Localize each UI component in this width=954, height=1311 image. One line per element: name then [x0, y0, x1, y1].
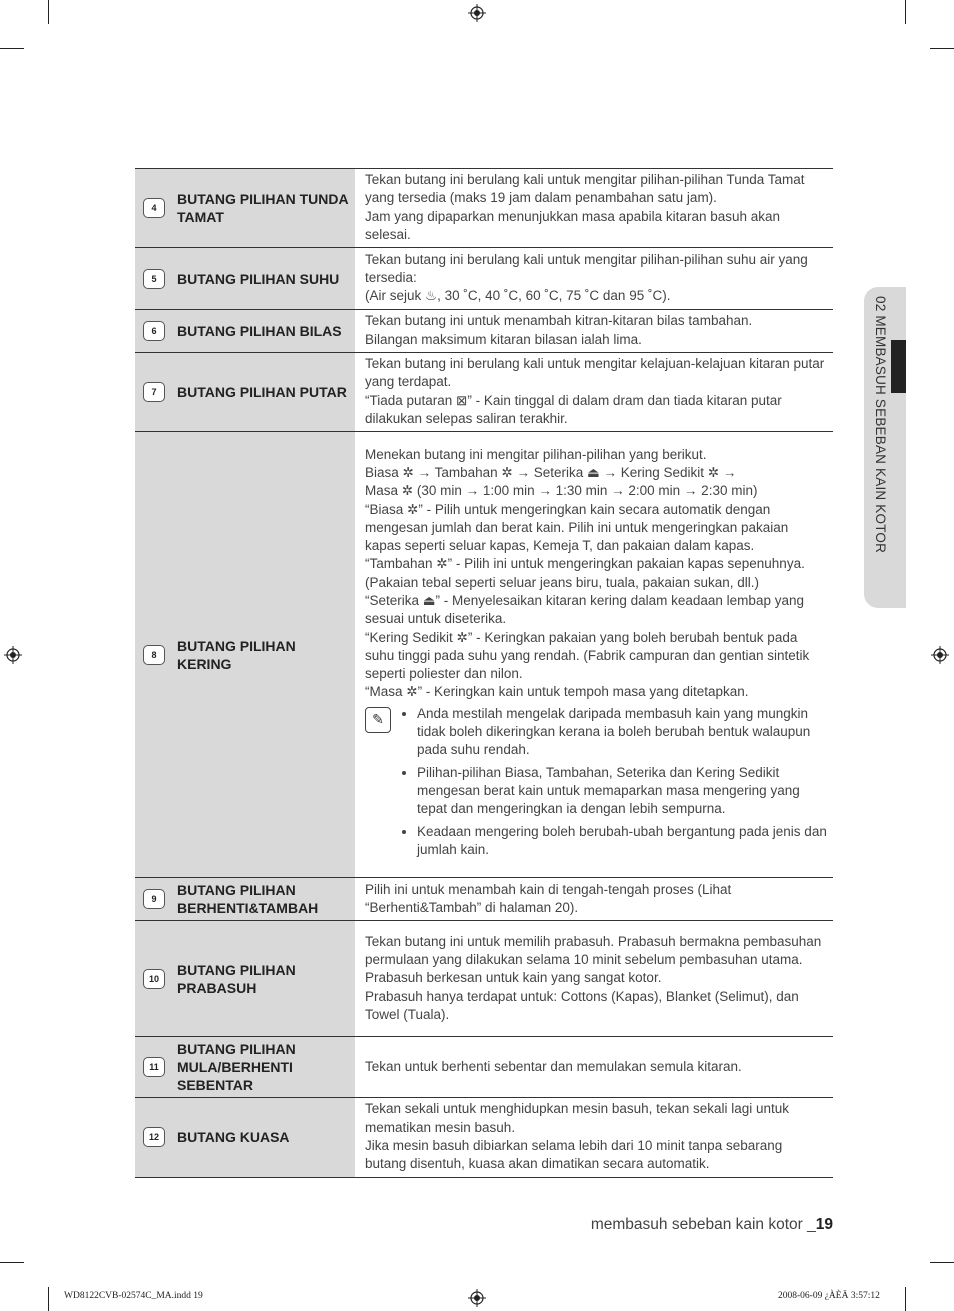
row-label: BUTANG PILIHAN PRABASUH [177, 961, 296, 996]
description-line: Jam yang dipaparkan menunjukkan masa apabila kitaran basuh akan selesai. [365, 208, 781, 242]
description-line: “Biasa ✲” - Pilih untuk mengeringkan kain secara automatik dengan mengesan jumlah dan berat kain. Pilih ini untuk mengeringkan pakaian kapas seperti seluar kapas, Kemeja T, dan pakaian dalam kapas. [365, 501, 789, 554]
table-row [135, 310, 833, 353]
description-line: Tekan butang ini untuk memilih prabasuh. Prabasuh bermakna pembasuhan permulaan yang dilakukan selama 10 minit sebelum pembasuhan utama. [365, 933, 822, 967]
table-row [135, 921, 833, 1037]
row-label: BUTANG PILIHAN KERING [177, 637, 296, 672]
description-line: Bilangan maksimum kitaran bilasan ialah lima. [365, 331, 642, 347]
description-line: “Tambahan ✲” - Pilih ini untuk mengeringkan pakaian kapas sepenuhnya. (Pakaian tebal seperti seluar jeans biru, tuala, pakaian sukan, dll.) [365, 556, 805, 590]
page-footer [591, 1216, 833, 1234]
row-label: BUTANG PILIHAN BILAS [177, 323, 342, 340]
description-line: (Air sejuk ♨, 30 ˚C, 40 ˚C, 60 ˚C, 75 ˚C dan 95 ˚C). [365, 288, 671, 304]
description-line: Tekan butang ini berulang kali untuk mengitar pilihan-pilihan Tunda Tamat yang tersedia (maks 19 jam dalam penambahan satu jam). [365, 172, 805, 206]
crop-mark [905, 1287, 906, 1311]
item-number-badge: 4 [143, 198, 165, 218]
description-line: Masa ✲ (30 min → 1:00 min → 1:30 min → 2:00 min → 2:30 min) [365, 483, 758, 499]
registration-mark-icon [468, 4, 486, 22]
description-line: Jika mesin basuh dibiarkan selama lebih dari 10 minit tanpa sebarang butang disentuh, kuasa akan dimatikan secara automatik. [365, 1137, 783, 1172]
item-number-badge: 9 [143, 889, 165, 909]
item-number-badge: 8 [143, 645, 165, 665]
note-pencil-icon: ✎ [365, 707, 391, 733]
registration-mark-icon [931, 646, 949, 664]
registration-mark-icon [468, 1289, 486, 1307]
table-row [135, 248, 833, 310]
chapter-side-label: 02 MEMBASUH SEBEBAN KAIN KOTOR [873, 296, 888, 554]
description-line: Tekan sekali untuk menghidupkan mesin basuh, tekan sekali lagi untuk mematikan mesin basuh. [365, 1101, 790, 1135]
table-row [135, 1098, 833, 1177]
print-slug-date: 2008-06-09 ¿ÀÈÄ 3:57:12 [778, 1291, 880, 1301]
registration-mark-icon [4, 646, 22, 664]
table-row [135, 353, 833, 432]
item-number-badge: 12 [143, 1127, 165, 1147]
footer-text: membasuh sebeban kain kotor _ [590, 1216, 816, 1233]
description-line: “Masa ✲” - Keringkan kain untuk tempoh masa yang ditetapkan. [365, 684, 749, 700]
description-line: Tekan untuk berhenti sebentar dan memulakan semula kitaran. [365, 1058, 742, 1074]
print-slug-file: WD8122CVB-02574C_MA.indd 19 [64, 1291, 203, 1301]
page-number: 19 [815, 1216, 833, 1233]
chapter-tab-marker [891, 340, 906, 393]
item-number-badge: 5 [143, 269, 165, 289]
description-line: Menekan butang ini mengitar pilihan-pilihan yang berikut. [365, 446, 707, 462]
crop-mark [930, 48, 954, 49]
description-line: “Seterika ⏏” - Menyelesaikan kitaran kering dalam keadaan lembap yang sesuai untuk diseterika. [365, 592, 804, 627]
row-label: BUTANG PILIHAN MULA/BERHENTI SEBENTAR [177, 1041, 296, 1094]
crop-mark [0, 1262, 24, 1263]
description-line: Prabasuh hanya terdapat untuk: Cottons (Kapas), Blanket (Selimut), dan Towel (Tuala). [365, 988, 799, 1022]
table-row [135, 1037, 833, 1098]
table-row [135, 432, 833, 878]
row-label: BUTANG PILIHAN SUHU [177, 270, 340, 287]
description-line: Tekan butang ini untuk menambah kitran-kitaran bilas tambahan. [365, 313, 753, 329]
description-line: Pilih ini untuk menambah kain di tengah-tengah proses (Lihat “Berhenti&Tambah” di halaman 20). [365, 881, 732, 915]
row-label: BUTANG PILIHAN TUNDA TAMAT [177, 191, 349, 226]
row-label: BUTANG PILIHAN PUTAR [177, 384, 347, 401]
crop-mark [905, 0, 906, 24]
note-item: • Keadaan mengering boleh berubah-ubah bergantung pada jenis dan jumlah kain. [417, 823, 827, 860]
note-list [399, 705, 827, 863]
item-number-badge: 10 [143, 969, 165, 989]
item-number-badge: 7 [143, 382, 165, 402]
crop-mark [0, 48, 24, 49]
table-row [135, 169, 833, 248]
crop-mark [48, 0, 49, 24]
row-label: BUTANG KUASA [177, 1129, 290, 1146]
item-number-badge: 11 [143, 1057, 165, 1077]
note-block [365, 705, 827, 863]
button-options-table [135, 168, 833, 1178]
note-item: • Pilihan-pilihan Biasa, Tambahan, Seterika dan Kering Sedikit mengesan berat kain untuk memaparkan masa mengering yang tepat dan mengeringkan ia dengan lebih sempurna. [417, 764, 827, 819]
table-row [135, 878, 833, 921]
description-line: Prabasuh berkesan untuk kain yang sangat kotor. [365, 970, 662, 986]
description-line: Tekan butang ini berulang kali untuk mengitar kelajuan-kelajuan kitaran putar yang terdapat. [365, 356, 825, 390]
description-line: Tekan butang ini berulang kali untuk mengitar pilihan-pilihan suhu air yang tersedia: [365, 251, 808, 286]
description-line: “Kering Sedikit ✲” - Keringkan pakaian yang boleh berubah bentuk pada suhu tinggi pada suhu yang rendah. (Fabrik campuran dan gentian sintetik seperti poliester dan nilon. [365, 629, 810, 682]
row-label: BUTANG PILIHAN BERHENTI&TAMBAH [177, 882, 319, 917]
description-line: Biasa ✲ → Tambahan ✲ → Seterika ⏏ → Kering Sedikit ✲ → [365, 464, 737, 480]
description-line: “Tiada putaran ⊠” - Kain tinggal di dalam dram dan tiada kitaran putar dilakukan selepas saliran terakhir. [365, 392, 782, 427]
crop-mark [48, 1287, 49, 1311]
crop-mark [930, 1262, 954, 1263]
item-number-badge: 6 [143, 321, 165, 341]
note-item: • Anda mestilah mengelak daripada membasuh kain yang mungkin tidak boleh dikeringkan kerana ia boleh berubah bentuk walaupun pada suhu rendah. [417, 705, 827, 760]
